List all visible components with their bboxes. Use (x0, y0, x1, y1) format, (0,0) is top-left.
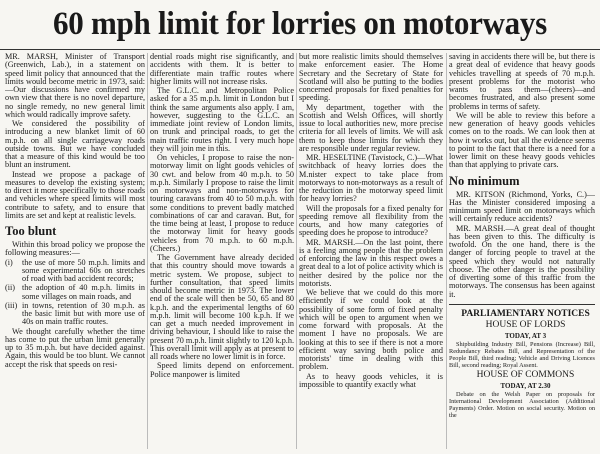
house-of-lords-heading: HOUSE OF LORDS (485, 319, 566, 330)
paragraph: We believe that we could do this more efficiently if we could look at the possibility of some form of fixed penalty which will be open to argument when we come forward with proposals. At the moment I have no proposals. We are looking at this to see if there is not a more efficient way saving both police and motorists' time in dealing with this problem. (299, 288, 443, 372)
paragraph: MR. MARSH.—A great deal of thought has been given to this. The difficulty is twofold. On the one hand, there is the danger of forcing people to travel at the speed which they would not naturally choose. The other danger is the possibility of diverting some of this traffic from the motorways. The consensus has been against it. (449, 223, 595, 299)
paragraph: We considered the possibility of introducing a new blanket limit of 60 m.p.h. on all single carriageway roads outside towns. But we have concluded that a measure of this kind would be too blunt an instrument. (5, 119, 145, 170)
list-text: in towns, retention of 30 m.p.h. as the basic limit but with more use of 40s on main traffic routes. (22, 300, 145, 327)
paragraph: Within this broad policy we propose the following measures:— (5, 240, 145, 258)
commons-date: TODAY, AT 2.30 (500, 381, 551, 390)
paragraph: On vehicles, I propose to raise the non-motorway limit on light goods vehicles of 30 cwt. and below from 40 m.p.h. to 50 m.p.h. Similarly I propose to raise the limit on motorways and non-motorways for touring caravans from 40 to 50 m.p.h. with some conditions to prevent badly matched combinations of car and caravan. But, for the time being at least, I propose to reduce the motorway limit for heavy goods vehicles from 70 m.p.h. to 60 m.p.h. (Cheers.) (150, 153, 294, 253)
list-number: (iii) (5, 300, 18, 310)
paragraph: The Government have already decided that this country should move towards a metric system. We propose, subject to further consultation, that speed limits should become metric in 1973. The lower end of the scale will then be 50, 65 and 80 k.p.h. and the experimental lengths of 60 m.p.h. limit will become 100 k.p.h. If we can get a much needed improvement in driving behaviour, I should like to raise the present 70 m.p.h. limit slightly to 120 k.p.h. This overall limit will apply as at present to all roads where no lower limit is in force. (150, 253, 294, 361)
headline: 60 mph limit for lorries on motorways (53, 6, 547, 42)
column-4 (449, 53, 595, 454)
subheading: Too blunt (5, 224, 57, 238)
list-item (5, 302, 145, 327)
paragraph: dential roads might rise significantly, and accidents with them. It is better to differentiate main traffic routes where higher limits will not increase risks. (150, 53, 294, 86)
paragraph: Speed limits depend on enforcement. Police manpower is limited (150, 361, 294, 379)
paragraph: We thought carefully whether the time has come to put the urban limit generally up to 35 m.p.h. but have decided against. Again, this would be too blunt. We cannot accept the risk that speeds on resi- (5, 326, 145, 369)
lords-business: Shipbuilding Industry Bill, Pensions (Increase) Bill, Redundancy Rebates Bill, and Representation of the People Bill, third reading; Vehicle and Driving Licences Bill, second reading; Royal Assent. (449, 340, 595, 369)
column-divider (296, 53, 297, 449)
list-text: the use of more 50 m.p.h. limits and some experimental 60s on stretches of road with bad accident records; (22, 257, 145, 283)
paragraph: Instead we propose a package of measures to develop the existing system; to direct it more specifically to those roads and vehicles where speed limits will most contribute to safety, and to ensure that limits are set and kept at realistic levels. (5, 169, 145, 220)
list-item (5, 284, 145, 301)
lords-date: TODAY, AT 3 (504, 331, 547, 340)
list-number: (ii) (5, 283, 16, 293)
subheading: No minimum (449, 173, 520, 188)
headline-rule (0, 49, 600, 50)
paragraph: MR. MARSH, Minister of Transport (Greenwich, Lab.), in a statement on speed limit policy that announced that the limits would become metric in 1973, said:—Our discussions have confirmed my own view that there is no novel departure, no single remedy, no new general limit which would radically improve safety. (5, 53, 145, 119)
column-1 (5, 53, 145, 454)
house-of-commons-heading: HOUSE OF COMMONS (476, 369, 575, 380)
paragraph: but more realistic limits should themselves make enforcement easier. The Home Secretary and the Secretary of State for Scotland will also be putting to the bodies concerned proposals for fixed penalties for speeding. (299, 53, 443, 103)
parliamentary-notices (449, 304, 595, 419)
paragraph: MR. KITSON (Richmond, Yorks, C.)—Has the Minister considered imposing a minimum speed limit on motorways which will certainly reduce accidents? (449, 189, 595, 224)
column-2 (150, 53, 294, 454)
paragraph: The G.L.C. and Metropolitan Police asked for a 35 m.p.h. limit in London but I think the same arguments also apply. I am, however, suggesting to the G.L.C. an immediate joint review of London limits, on trunk and principal roads, to get the main traffic routes right. I very much hope they will join me in this. (150, 86, 294, 153)
column-divider (446, 53, 447, 449)
paragraph: We will be able to review this before a new generation of heavy goods vehicles comes on to the roads. We can look then at how it works out, but all the evidence seems to point to the fact that there is a need for a lower limit on these heavy goods vehicles than that applying to private cars. (449, 110, 595, 170)
paragraph: MR. MARSH.—On the last point, there is a feeling among people that the problem of enforcing the law in this respect owes a great deal to a lot of police activity which is neither desired by the police nor the motorists. (299, 237, 443, 288)
paragraph: As to heavy goods vehicles, it is impossible to quantify exactly what (299, 371, 443, 389)
column-divider (147, 53, 148, 449)
notices-title: PARLIAMENTARY NOTICES (461, 308, 590, 319)
column-3 (299, 53, 443, 454)
paragraph: saving in accidents there will be, but there is a great deal of evidence that heavy goods vehicles travelling at speeds of 70 m.p.h. present problems for the motorist who wants to pass them—(cheers)—and becomes frustrated, and also present some problems in terms of safety. (449, 53, 595, 111)
measures-list (5, 259, 145, 327)
paragraph: MR. HESELTINE (Tavistock, C.)—What switchback of heavy lorries does the M.nister expect to take place from motorways to non-motorways as a result of the reduction in the motorway speed limit for heavy lorries? (299, 153, 443, 204)
paragraph: Will the proposals for a fixed penalty for speeding remove all flexibility from the courts, and how many categories of speeding does he propose to introduce? (299, 203, 443, 238)
list-text: the adoption of 40 m.p.h. limits in some villages on main roads, and (22, 283, 145, 301)
paragraph: My department, together with the Scottish and Welsh Offices, will shortly issue to local authorities new, more precise criteria for all levels of limits. We will ask them to keep those limits for which they are responsible under regular review. (299, 102, 443, 153)
commons-business: Debate on the Welsh Paper on proposals for International Development Association (Additional Payments) Order. Motion on social security. Motion on the (449, 390, 595, 419)
list-number: (i) (5, 257, 13, 267)
list-item (5, 259, 145, 284)
